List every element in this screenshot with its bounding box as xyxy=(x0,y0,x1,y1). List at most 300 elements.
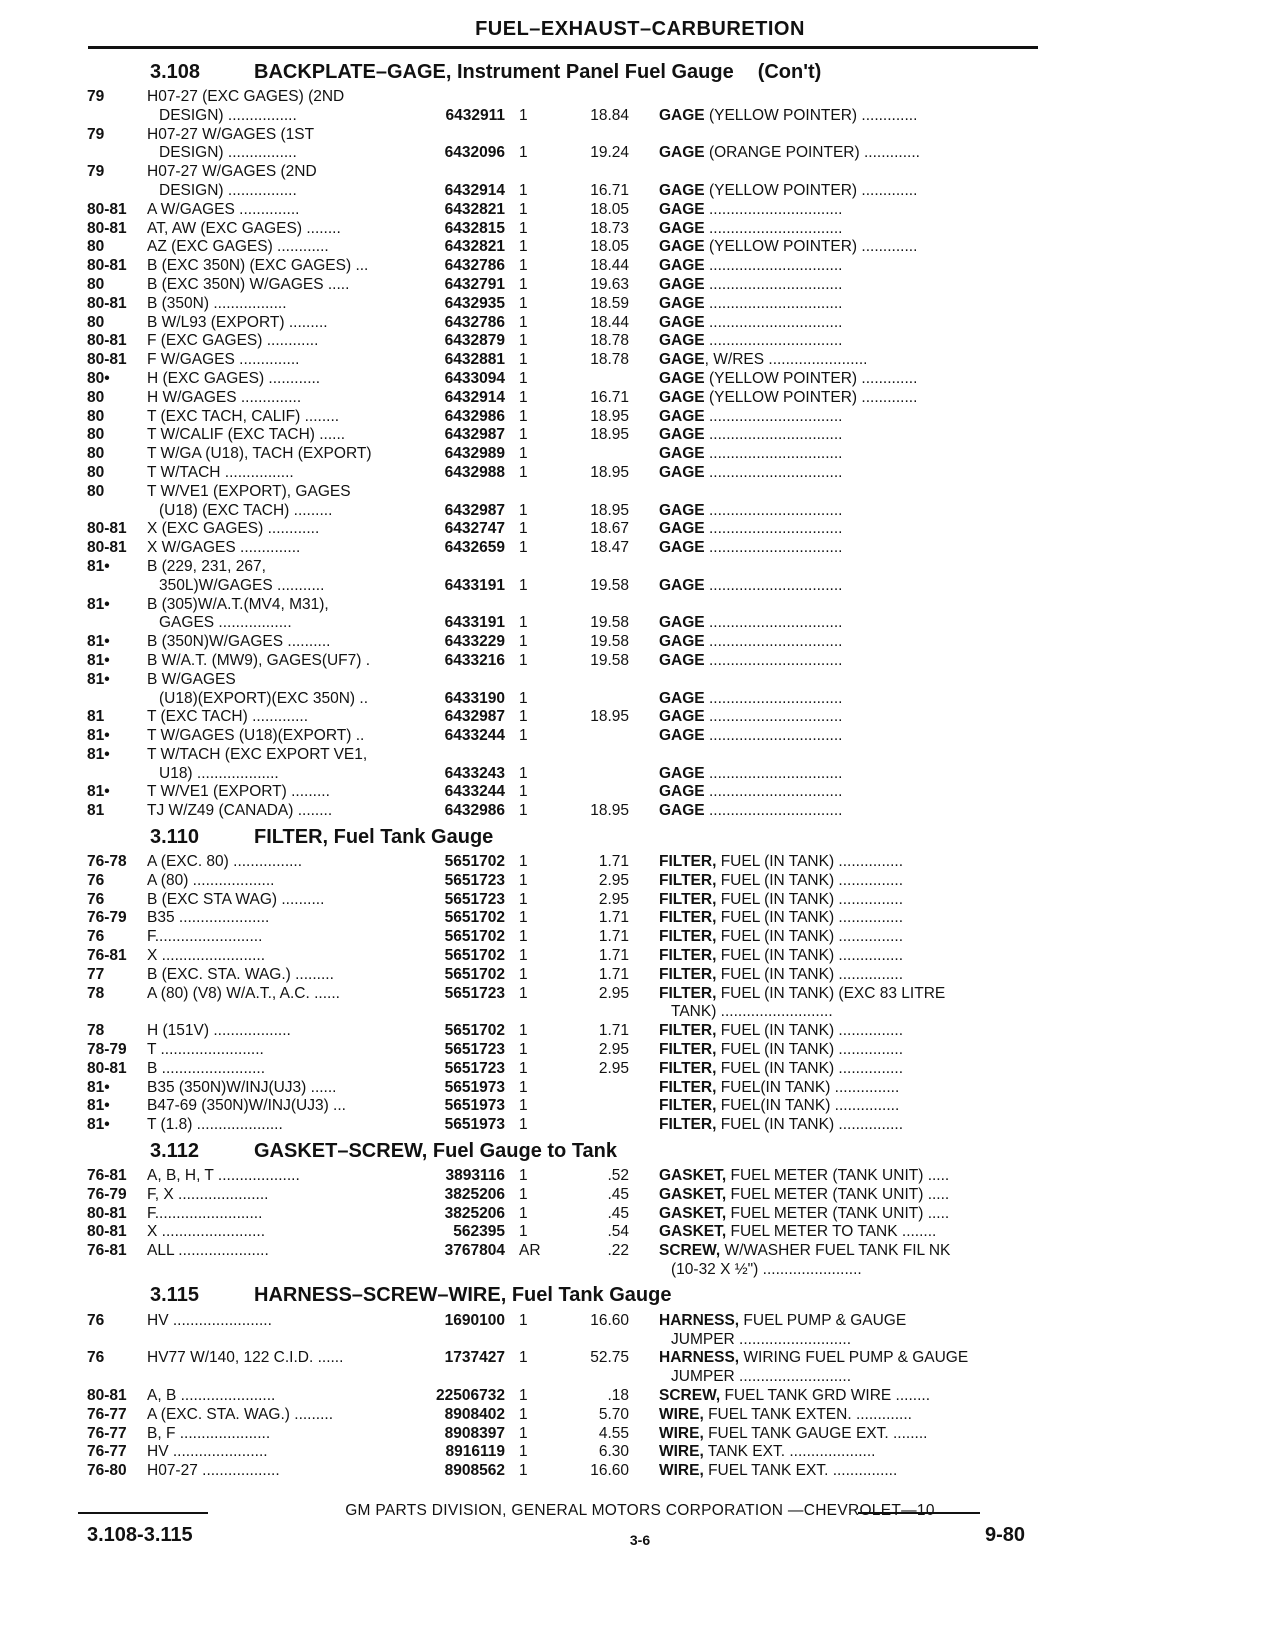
part-name-detail: FUEL (IN TANK) ............... xyxy=(716,853,904,871)
price: 16.71 xyxy=(590,388,629,406)
price: 18.95 xyxy=(590,463,629,481)
model-description: T ........................ xyxy=(147,1041,264,1059)
part-name-detail: ............................... xyxy=(704,633,843,651)
model-description: AT, AW (EXC GAGES) ........ xyxy=(147,219,341,237)
part-name-detail: FUEL METER TO TANK ........ xyxy=(726,1223,937,1241)
model-year: 80 xyxy=(87,445,105,463)
quantity: 1 xyxy=(519,426,528,444)
quantity: 1 xyxy=(519,181,528,199)
part-number: 6432096 xyxy=(444,144,505,162)
model-description: A, B ...................... xyxy=(147,1387,276,1404)
quantity: 1 xyxy=(519,783,528,801)
model-year: 80 xyxy=(87,275,105,293)
quantity: 1 xyxy=(519,407,528,425)
part-number: 8908562 xyxy=(444,1462,505,1480)
part-name-detail: ............................... xyxy=(704,313,843,331)
catalog-row xyxy=(87,577,1043,596)
section-number: 3.115 xyxy=(150,1284,199,1307)
part-number: 6432989 xyxy=(444,445,505,463)
quantity xyxy=(505,558,551,577)
part-number: 1690100 xyxy=(444,1311,505,1329)
quantity: 1 xyxy=(519,1097,528,1115)
catalog-row xyxy=(87,539,1043,558)
model-year xyxy=(87,144,147,163)
part-name-keyword: GAGE xyxy=(659,257,705,275)
model-year: 76-81 xyxy=(87,1167,127,1185)
price: 2.95 xyxy=(598,1059,629,1077)
part-name-keyword: HARNESS, xyxy=(659,1311,740,1329)
part-name-detail: (YELLOW POINTER) ............. xyxy=(704,238,918,256)
quantity: 1 xyxy=(519,388,528,406)
model-year: 80-81 xyxy=(87,520,127,538)
catalog-row xyxy=(87,163,1043,182)
part-name xyxy=(629,483,1043,502)
part-name-detail: ............................... xyxy=(704,445,843,463)
part-number: 6433190 xyxy=(444,689,505,707)
model-year xyxy=(87,690,147,709)
price: 16.71 xyxy=(590,181,629,199)
part-name-keyword: FILTER, xyxy=(659,984,717,1002)
part-name xyxy=(629,690,1043,709)
quantity: 1 xyxy=(519,1349,528,1367)
catalog-row xyxy=(87,1186,1043,1205)
model-year: 76 xyxy=(87,871,105,889)
catalog-row xyxy=(87,1060,1043,1079)
part-name xyxy=(629,909,1043,928)
section-number: 3.108 xyxy=(150,60,201,83)
model-description: HV ....................... xyxy=(147,1311,272,1329)
price: 1.71 xyxy=(598,947,629,965)
price xyxy=(551,727,629,746)
catalog-row xyxy=(87,802,1043,821)
model-year xyxy=(87,614,147,633)
price: 18.95 xyxy=(590,426,629,444)
part-name-detail: FUEL (IN TANK) ............... xyxy=(716,1041,904,1059)
model-description: H07-27 W/GAGES (1ST xyxy=(147,125,315,143)
model-year: 81• xyxy=(87,1078,110,1096)
catalog-row xyxy=(87,144,1043,163)
part-number: 5651723 xyxy=(444,890,505,908)
model-description: T W/VE1 (EXPORT), GAGES xyxy=(147,482,351,500)
model-year: 76 xyxy=(87,928,105,946)
model-description: X ........................ xyxy=(147,947,265,965)
part-name-detail: FUEL (IN TANK) ............... xyxy=(716,928,904,946)
part-name-detail: FUEL (IN TANK) ............... xyxy=(716,909,904,927)
model-year: 80-81 xyxy=(87,257,127,275)
model-year: 79 xyxy=(87,88,105,105)
part-name-detail: FUEL(IN TANK) ............... xyxy=(716,1078,900,1096)
catalog-row xyxy=(87,633,1043,652)
part-name-detail: ............................... xyxy=(704,764,843,782)
part-name-detail: ............................... xyxy=(704,219,843,237)
section-continued: (Con't) xyxy=(757,60,822,83)
footer-page-number: 3-6 xyxy=(629,1532,651,1548)
part-number: 6433216 xyxy=(444,651,505,669)
catalog-row xyxy=(87,295,1043,314)
footer-publisher: GM PARTS DIVISION, GENERAL MOTORS CORPORATION —CHEVROLET—10 xyxy=(345,1502,935,1519)
model-description: A W/GAGES .............. xyxy=(147,200,300,218)
part-name xyxy=(629,1462,1043,1481)
quantity xyxy=(505,483,551,502)
price: 1.71 xyxy=(598,965,629,983)
part-name-detail: ............................... xyxy=(704,501,843,519)
part-name-keyword: SCREW, xyxy=(659,1242,721,1260)
model-year: 78-79 xyxy=(87,1041,127,1059)
quantity: 1 xyxy=(519,501,528,519)
model-year: 76-81 xyxy=(87,947,127,965)
catalog-row xyxy=(87,1167,1043,1186)
price xyxy=(551,746,629,765)
part-name xyxy=(629,1022,1043,1041)
part-name-detail: FUEL METER (TANK UNIT) ..... xyxy=(726,1204,950,1222)
catalog-row xyxy=(87,1312,1043,1331)
part-number xyxy=(425,1261,505,1280)
part-name-detail: ............................... xyxy=(704,689,843,707)
part-name xyxy=(629,1443,1043,1462)
part-name xyxy=(629,539,1043,558)
catalog-row xyxy=(87,220,1043,239)
model-description xyxy=(147,1331,425,1350)
part-number: 3825206 xyxy=(444,1185,505,1203)
section-title: FILTER, Fuel Tank Gauge xyxy=(254,825,494,848)
quantity: 1 xyxy=(519,689,528,707)
part-name-keyword: GASKET, xyxy=(659,1204,727,1222)
part-name xyxy=(629,783,1043,802)
part-number: 6432986 xyxy=(444,802,505,820)
part-name-keyword: GASKET, xyxy=(659,1185,727,1203)
part-number: 6433243 xyxy=(444,764,505,782)
part-name xyxy=(629,1425,1043,1444)
catalog-row xyxy=(87,558,1043,577)
part-name xyxy=(629,445,1043,464)
part-name-keyword: SCREW, xyxy=(659,1387,721,1404)
model-description: B (EXC 350N) W/GAGES ..... xyxy=(147,275,350,293)
part-number: 6433244 xyxy=(444,727,505,745)
part-name xyxy=(629,853,1043,872)
part-name-detail: FUEL TANK GAUGE EXT. ........ xyxy=(703,1424,928,1442)
model-description: B (EXC. STA. WAG.) ......... xyxy=(147,965,334,983)
catalog-row xyxy=(87,671,1043,690)
catalog-row xyxy=(87,426,1043,445)
model-year: 79 xyxy=(87,163,105,181)
quantity: 1 xyxy=(519,1078,528,1096)
quantity: 1 xyxy=(519,614,528,632)
part-name xyxy=(629,985,1043,1004)
part-name-detail: TANK) .......................... xyxy=(671,1003,833,1021)
part-number: 6432987 xyxy=(444,501,505,519)
quantity: 1 xyxy=(519,1443,528,1461)
model-year: 77 xyxy=(87,965,105,983)
quantity: 1 xyxy=(519,257,528,275)
model-year: 76-79 xyxy=(87,909,127,927)
catalog-row xyxy=(87,238,1043,257)
part-name xyxy=(629,652,1043,671)
model-description: F, X ..................... xyxy=(147,1185,269,1203)
model-description: B (350N)W/GAGES .......... xyxy=(147,633,331,651)
part-number: 5651973 xyxy=(444,1116,505,1134)
part-number: 3825206 xyxy=(444,1204,505,1222)
part-number: 6433094 xyxy=(444,369,505,387)
part-name-detail: ............................... xyxy=(704,651,843,669)
model-description: B ........................ xyxy=(147,1059,265,1077)
catalog-row xyxy=(87,1443,1043,1462)
model-description: DESIGN) ................ xyxy=(159,181,297,199)
part-name-keyword: GAGE xyxy=(659,313,705,331)
price xyxy=(551,765,629,784)
part-number: 5651702 xyxy=(444,947,505,965)
part-number xyxy=(425,126,505,145)
price xyxy=(551,783,629,802)
model-year: 76-81 xyxy=(87,1242,127,1260)
model-description: DESIGN) ................ xyxy=(159,106,297,124)
part-name-keyword: GAGE xyxy=(659,407,705,425)
quantity xyxy=(505,126,551,145)
part-name-detail: ............................... xyxy=(704,200,843,218)
part-number: 6432914 xyxy=(444,181,505,199)
model-description: F......................... xyxy=(147,1204,263,1222)
model-year: 80 xyxy=(87,426,105,444)
quantity: 1 xyxy=(519,871,528,889)
catalog-row xyxy=(87,909,1043,928)
quantity: 1 xyxy=(519,1204,528,1222)
part-name-detail: FUEL TANK GRD WIRE ........ xyxy=(720,1387,931,1404)
quantity: 1 xyxy=(519,1167,528,1185)
model-description: T W/CALIF (EXC TACH) ...... xyxy=(147,426,346,444)
section-heading xyxy=(87,1135,1043,1167)
price: 19.58 xyxy=(590,614,629,632)
price xyxy=(551,1097,629,1116)
part-name-keyword: GAGE xyxy=(659,764,705,782)
part-name-keyword: FILTER, xyxy=(659,1022,717,1040)
part-name xyxy=(629,88,1043,107)
model-description: HV ...................... xyxy=(147,1443,268,1461)
quantity: 1 xyxy=(519,1022,528,1040)
catalog-row xyxy=(87,891,1043,910)
section-number: 3.112 xyxy=(150,1139,199,1162)
parts-catalog xyxy=(87,56,1043,1481)
part-name-detail: FUEL METER (TANK UNIT) ..... xyxy=(726,1185,950,1203)
footer-date: 9-80 xyxy=(985,1524,1026,1546)
model-description: X (EXC GAGES) ............ xyxy=(147,520,320,538)
part-number: 8908397 xyxy=(444,1424,505,1442)
price: .22 xyxy=(607,1242,629,1260)
part-name xyxy=(629,389,1043,408)
catalog-row xyxy=(87,182,1043,201)
model-description: A (EXC. 80) ................ xyxy=(147,853,303,871)
part-name-keyword: FILTER, xyxy=(659,853,717,871)
part-name xyxy=(629,1312,1043,1331)
part-name-detail: ............................... xyxy=(704,426,843,444)
part-number: 5651702 xyxy=(444,853,505,871)
part-number: 562395 xyxy=(453,1223,505,1241)
section-number: 3.110 xyxy=(150,825,199,848)
part-name-keyword: GAGE xyxy=(659,106,705,124)
part-number: 6433191 xyxy=(444,614,505,632)
price xyxy=(551,370,629,389)
quantity: 1 xyxy=(519,802,528,820)
price xyxy=(551,126,629,145)
price: 18.78 xyxy=(590,351,629,369)
price: .45 xyxy=(607,1185,629,1203)
quantity: 1 xyxy=(519,1116,528,1134)
model-year: 78 xyxy=(87,1022,105,1040)
part-name-keyword: GAGE xyxy=(659,539,705,557)
part-name-detail: ............................... xyxy=(704,539,843,557)
model-description xyxy=(147,1261,425,1280)
part-name-detail: , W/RES ....................... xyxy=(704,351,868,369)
model-description: A (80) ................... xyxy=(147,871,275,889)
price: 18.67 xyxy=(590,520,629,538)
price: 18.95 xyxy=(590,501,629,519)
price xyxy=(551,1261,629,1280)
model-description: H (EXC GAGES) ............ xyxy=(147,369,321,387)
catalog-row xyxy=(87,88,1043,107)
model-year: 76-77 xyxy=(87,1424,127,1442)
price xyxy=(551,1079,629,1098)
price: 19.58 xyxy=(590,576,629,594)
part-number: 6432988 xyxy=(444,463,505,481)
quantity: 1 xyxy=(519,1041,528,1059)
model-description: T (1.8) .................... xyxy=(147,1116,283,1134)
part-name-keyword: FILTER, xyxy=(659,909,717,927)
quantity: 1 xyxy=(519,219,528,237)
quantity xyxy=(505,746,551,765)
part-number xyxy=(425,163,505,182)
catalog-row xyxy=(87,1331,1043,1350)
model-year: 80-81 xyxy=(87,1223,127,1241)
price: 18.05 xyxy=(590,200,629,218)
price xyxy=(551,596,629,615)
model-description: T W/TACH ................ xyxy=(147,463,294,481)
part-number: 6432747 xyxy=(444,520,505,538)
catalog-row xyxy=(87,1097,1043,1116)
quantity xyxy=(505,1003,551,1022)
part-name-detail: FUEL (IN TANK) ............... xyxy=(716,965,904,983)
part-name xyxy=(629,746,1043,765)
catalog-row xyxy=(87,257,1043,276)
part-name-keyword: GAGE xyxy=(659,463,705,481)
price xyxy=(551,483,629,502)
price: 18.73 xyxy=(590,219,629,237)
part-name-detail: ............................... xyxy=(704,407,843,425)
part-name xyxy=(629,708,1043,727)
part-name-keyword: GAGE xyxy=(659,708,705,726)
price: 18.05 xyxy=(590,238,629,256)
catalog-row xyxy=(87,389,1043,408)
model-year: 81• xyxy=(87,1097,110,1115)
part-number: 5651973 xyxy=(444,1078,505,1096)
catalog-row xyxy=(87,370,1043,389)
model-description: T W/GAGES (U18)(EXPORT) .. xyxy=(147,727,365,745)
part-name-keyword: GAGE xyxy=(659,351,705,369)
price: 18.95 xyxy=(590,407,629,425)
part-name-keyword: GAGE xyxy=(659,689,705,707)
part-name-detail: TANK EXT. .................... xyxy=(703,1443,876,1461)
part-name xyxy=(629,1242,1043,1261)
part-name-detail: (YELLOW POINTER) ............. xyxy=(704,388,918,406)
price xyxy=(551,88,629,107)
model-year: 81• xyxy=(87,557,110,575)
quantity: 1 xyxy=(519,294,528,312)
model-year: 81• xyxy=(87,727,110,745)
catalog-row xyxy=(87,1349,1043,1368)
part-name xyxy=(629,502,1043,521)
price: 1.71 xyxy=(598,909,629,927)
part-number: 6432659 xyxy=(444,539,505,557)
part-name-keyword: HARNESS, xyxy=(659,1349,740,1367)
part-name-keyword: GAGE xyxy=(659,445,705,463)
price: 1.71 xyxy=(598,853,629,871)
part-name-detail: ............................... xyxy=(704,802,843,820)
model-year: 81• xyxy=(87,633,110,651)
model-description: B (EXC 350N) (EXC GAGES) ... xyxy=(147,257,369,275)
price: 19.58 xyxy=(590,633,629,651)
quantity: 1 xyxy=(519,144,528,162)
model-description: B35 (350N)W/INJ(UJ3) ...... xyxy=(147,1078,337,1096)
model-description: A, B, H, T ................... xyxy=(147,1167,300,1185)
part-name-detail: FUEL (IN TANK) ............... xyxy=(716,1116,904,1134)
quantity: 1 xyxy=(519,275,528,293)
catalog-row xyxy=(87,107,1043,126)
section-title: HARNESS–SCREW–WIRE, Fuel Tank Gauge xyxy=(254,1284,672,1307)
price xyxy=(551,1003,629,1022)
model-description: B (EXC STA WAG) .......... xyxy=(147,890,325,908)
part-name-keyword: GAGE xyxy=(659,501,705,519)
part-name-keyword: GAGE xyxy=(659,200,705,218)
quantity xyxy=(505,671,551,690)
price xyxy=(551,445,629,464)
part-number: 6432911 xyxy=(445,106,505,124)
catalog-row xyxy=(87,985,1043,1004)
model-year: 80-81 xyxy=(87,351,127,369)
part-name-detail: ............................... xyxy=(704,576,843,594)
model-description: F W/GAGES .............. xyxy=(147,351,300,369)
part-name-keyword: GAGE xyxy=(659,294,705,312)
quantity: 1 xyxy=(519,200,528,218)
part-name xyxy=(629,1167,1043,1186)
quantity: 1 xyxy=(519,708,528,726)
part-name-keyword: FILTER, xyxy=(659,1041,717,1059)
part-name-keyword: FILTER, xyxy=(659,1078,717,1096)
price xyxy=(551,163,629,182)
quantity: 1 xyxy=(519,369,528,387)
part-name xyxy=(629,182,1043,201)
part-name-detail: WIRING FUEL PUMP & GAUGE xyxy=(739,1349,969,1367)
model-description: H W/GAGES .............. xyxy=(147,388,302,406)
part-number: 6433191 xyxy=(444,576,505,594)
catalog-row xyxy=(87,1022,1043,1041)
quantity: 1 xyxy=(519,351,528,369)
part-name-detail: FUEL PUMP & GAUGE xyxy=(739,1311,907,1329)
model-year: 80-81 xyxy=(87,539,127,557)
model-description: T (EXC TACH) ............. xyxy=(147,708,309,726)
quantity: 1 xyxy=(519,463,528,481)
part-name-keyword: GAGE xyxy=(659,614,705,632)
part-number: 6432914 xyxy=(444,388,505,406)
part-name xyxy=(629,1060,1043,1079)
catalog-row xyxy=(87,332,1043,351)
part-number: 3893116 xyxy=(445,1167,505,1185)
price: 16.60 xyxy=(590,1311,629,1329)
part-number xyxy=(425,1331,505,1350)
model-description: B (305)W/A.T.(MV4, M31), xyxy=(147,595,329,613)
part-number xyxy=(425,88,505,107)
part-number: 6432821 xyxy=(444,200,505,218)
part-name xyxy=(629,370,1043,389)
quantity: 1 xyxy=(519,313,528,331)
part-number xyxy=(425,1368,505,1387)
model-description: AZ (EXC GAGES) ............ xyxy=(147,238,329,256)
